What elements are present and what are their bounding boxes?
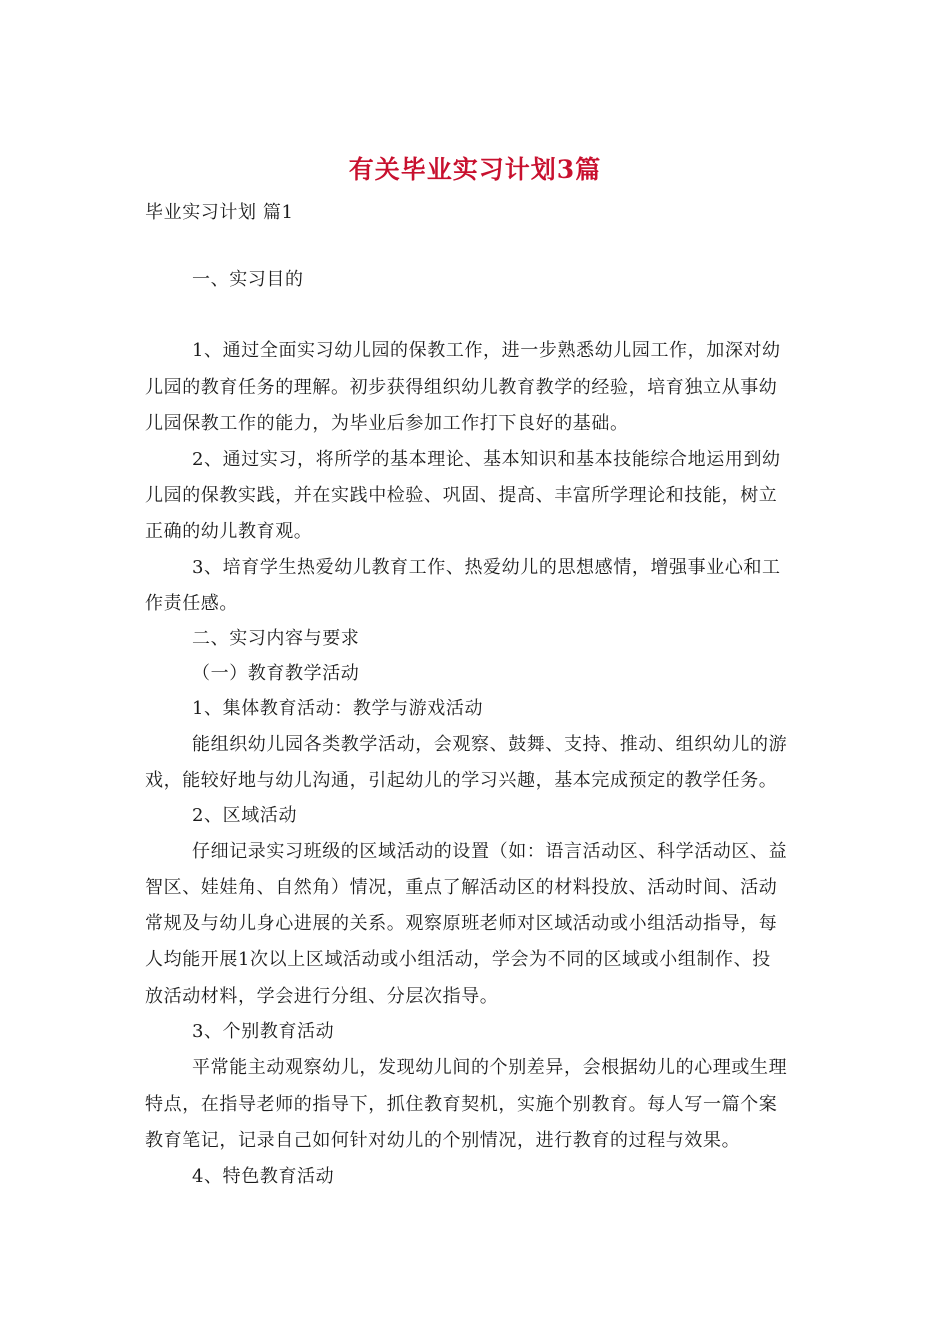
paragraph-line: 常规及与幼儿身心进展的关系。观察原班老师对区域活动或小组活动指导，每 [145,913,778,934]
paragraph-line: 儿园保教工作的能力，为毕业后参加工作打下良好的基础。 [145,413,629,434]
paragraph-line: 戏，能较好地与幼儿沟通，引起幼儿的学习兴趣，基本完成预定的教学任务。 [145,770,778,791]
section-subtitle: 毕业实习计划 篇1 [145,202,294,223]
paragraph-line: 儿园的教育任务的理解。初步获得组织幼儿教育教学的经验，培育独立从事幼 [145,377,778,398]
subheading-individual: 3、个别教育活动 [192,1021,335,1042]
paragraph-line: 放活动材料，学会进行分组、分层次指导。 [145,986,499,1007]
paragraph-line: 智区、娃娃角、自然角）情况，重点了解活动区的材料投放、活动时间、活动 [145,877,778,898]
paragraph-line: 平常能主动观察幼儿，发现幼儿间的个别差异，会根据幼儿的心理或生理 [192,1057,788,1078]
paragraph-line: 人均能开展1次以上区域活动或小组活动，学会为不同的区域或小组制作、投 [145,949,771,970]
subheading-collective: 1、集体教育活动：教学与游戏活动 [192,698,484,719]
paragraph-line: 3、培育学生热爱幼儿教育工作、热爱幼儿的思想感情，增强事业心和工 [192,557,781,578]
paragraph-line: 教育笔记，记录自己如何针对幼儿的个别情况，进行教育的过程与效果。 [145,1130,741,1151]
paragraph-line: 2、通过实习，将所学的基本理论、基本知识和基本技能综合地运用到幼 [192,449,781,470]
subheading-feature: 4、特色教育活动 [192,1166,335,1187]
paragraph-line: 能组织幼儿园各类教学活动，会观察、鼓舞、支持、推动、组织幼儿的游 [192,734,788,755]
page-title: 有关毕业实习计划3篇 [348,155,602,184]
paragraph-line: 正确的幼儿教育观。 [145,521,313,542]
paragraph-line: 1、通过全面实习幼儿园的保教工作，进一步熟悉幼儿园工作，加深对幼 [192,340,781,361]
paragraph-line: 仔细记录实习班级的区域活动的设置（如：语言活动区、科学活动区、益 [192,841,788,862]
subheading-area: 2、区域活动 [192,805,298,826]
heading-purpose: 一、实习目的 [192,269,304,290]
paragraph-line: 特点，在指导老师的指导下，抓住教育契机，实施个别教育。每人写一篇个案 [145,1094,778,1115]
paragraph-line: 儿园的保教实践，并在实践中检验、巩固、提高、丰富所学理论和技能，树立 [145,485,778,506]
heading-content: 二、实习内容与要求 [192,628,360,649]
subheading-teaching: （一）教育教学活动 [192,663,360,684]
paragraph-line: 作责任感。 [145,593,238,614]
